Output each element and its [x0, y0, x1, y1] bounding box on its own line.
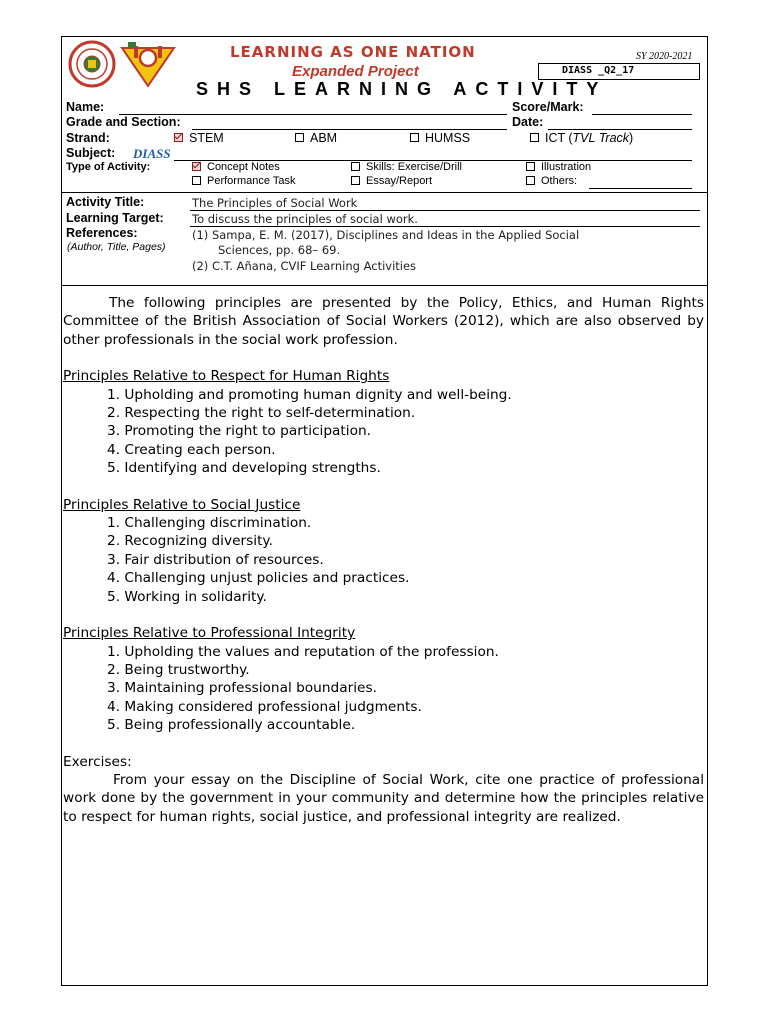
subject-label: Subject: — [66, 146, 116, 160]
type-performance-task[interactable]: Performance Task — [192, 175, 295, 187]
reference-2: (2) C.T. Añana, CVIF Learning Activities — [192, 259, 417, 273]
strand-label: Strand: — [66, 131, 110, 145]
list-item: 5. Identifying and developing strengths. — [107, 460, 381, 477]
type-others[interactable]: Others: — [526, 175, 577, 187]
checkbox-icon — [192, 176, 201, 185]
list-item: 1. Upholding and promoting human dignity and well-being. — [107, 386, 512, 403]
date-field[interactable] — [548, 129, 692, 130]
intro-paragraph: The following principles are presented by the Policy, Ethics, and Human Rights Committee of the British Association of Social Workers (2012), which are also observed by other professionals in the social work profession. — [63, 295, 704, 348]
list-item: 2. Recognizing diversity. — [107, 533, 273, 550]
list-item: 4. Creating each person. — [107, 441, 276, 458]
score-label: Score/Mark: — [512, 100, 584, 114]
grade-section-label: Grade and Section: — [66, 115, 181, 129]
list-item: 1. Upholding the values and reputation of the profession. — [107, 643, 499, 660]
list-item: 2. Being trustworthy. — [107, 661, 250, 678]
references-note: (Author, Title, Pages) — [67, 241, 166, 253]
reference-1-line-2: Sciences, pp. 68– 69. — [218, 243, 341, 257]
list-item: 2. Respecting the right to self-determination. — [107, 405, 416, 422]
section-heading-social-justice: Principles Relative to Social Justice — [63, 496, 301, 513]
type-essay-report[interactable]: Essay/Report — [351, 175, 432, 187]
activity-title-underline — [190, 210, 700, 211]
school-logos — [68, 40, 180, 88]
header-divider — [61, 285, 708, 286]
score-field[interactable] — [592, 114, 692, 115]
checkbox-icon — [526, 176, 535, 185]
strand-stem[interactable]: STEM — [174, 131, 224, 145]
section-heading-human-rights: Principles Relative to Respect for Human Rights — [63, 368, 390, 385]
strand-abm[interactable]: ABM — [295, 131, 337, 145]
activity-title-label: Activity Title: — [66, 195, 145, 209]
checkbox-icon — [410, 133, 419, 142]
checkbox-icon — [295, 133, 304, 142]
list-item: 3. Fair distribution of resources. — [107, 551, 324, 568]
grade-section-field[interactable] — [192, 129, 507, 130]
references-label: References: — [66, 226, 138, 240]
checkbox-checked-icon — [174, 133, 183, 142]
list-item: 1. Challenging discrimination. — [107, 515, 312, 532]
section-heading-professional-integrity: Principles Relative to Professional Integrity — [63, 625, 356, 642]
activity-code: DIASS _Q2_17 — [562, 65, 635, 76]
header-subtitle: Expanded Project — [292, 63, 419, 80]
cvif-logo-icon — [122, 42, 174, 86]
strand-humss[interactable]: HUMSS — [410, 131, 470, 145]
checkbox-icon — [351, 162, 360, 171]
exercise-text: From your essay on the Discipline of Social Work, cite one practice of professional work done by the government in your community and determine how the principles relative to respect for human rights, social justice, and professional integrity are realized. — [63, 771, 704, 825]
subject-value: DIASS — [133, 146, 171, 161]
type-illustration[interactable]: Illustration — [526, 161, 591, 173]
learning-target-value: To discuss the principles of social work. — [192, 212, 418, 226]
main-title: SHS LEARNING ACTIVITY — [196, 79, 608, 99]
others-field[interactable] — [589, 188, 692, 189]
body-content — [63, 294, 704, 826]
list-professional-integrity — [63, 643, 704, 735]
checkbox-icon — [351, 176, 360, 185]
checkbox-checked-icon — [192, 162, 201, 171]
header-title: LEARNING AS ONE NATION — [230, 43, 476, 61]
list-item: 3. Promoting the right to participation. — [107, 423, 371, 440]
name-label: Name: — [66, 100, 105, 114]
strand-ict[interactable]: ICT (TVL Track) — [530, 131, 633, 145]
type-activity-label: Type of Activity: — [66, 161, 151, 173]
date-label: Date: — [512, 115, 544, 129]
activity-title-value: The Principles of Social Work — [192, 196, 358, 210]
checkbox-icon — [526, 162, 535, 171]
list-item: 4. Making considered professional judgments. — [107, 698, 422, 715]
type-skills[interactable]: Skills: Exercise/Drill — [351, 161, 462, 173]
checkbox-icon — [530, 133, 539, 142]
list-item: 3. Maintaining professional boundaries. — [107, 680, 377, 697]
type-concept-notes[interactable]: Concept Notes — [192, 161, 280, 173]
reference-1-line-1: (1) Sampa, E. M. (2017), Disciplines and Ideas in the Applied Social — [192, 228, 580, 242]
exercises-label: Exercises: — [63, 753, 132, 770]
list-social-justice — [63, 514, 704, 606]
school-year: SY 2020-2021 — [636, 51, 693, 62]
list-item: 5. Being professionally accountable. — [107, 717, 356, 734]
fields-divider — [61, 192, 708, 193]
list-item: 4. Challenging unjust policies and practices. — [107, 570, 410, 587]
list-human-rights — [63, 386, 704, 478]
learning-target-underline — [190, 226, 700, 227]
learning-target-label: Learning Target: — [66, 211, 164, 225]
school-seal-icon — [70, 42, 114, 86]
list-item: 5. Working in solidarity. — [107, 588, 267, 605]
